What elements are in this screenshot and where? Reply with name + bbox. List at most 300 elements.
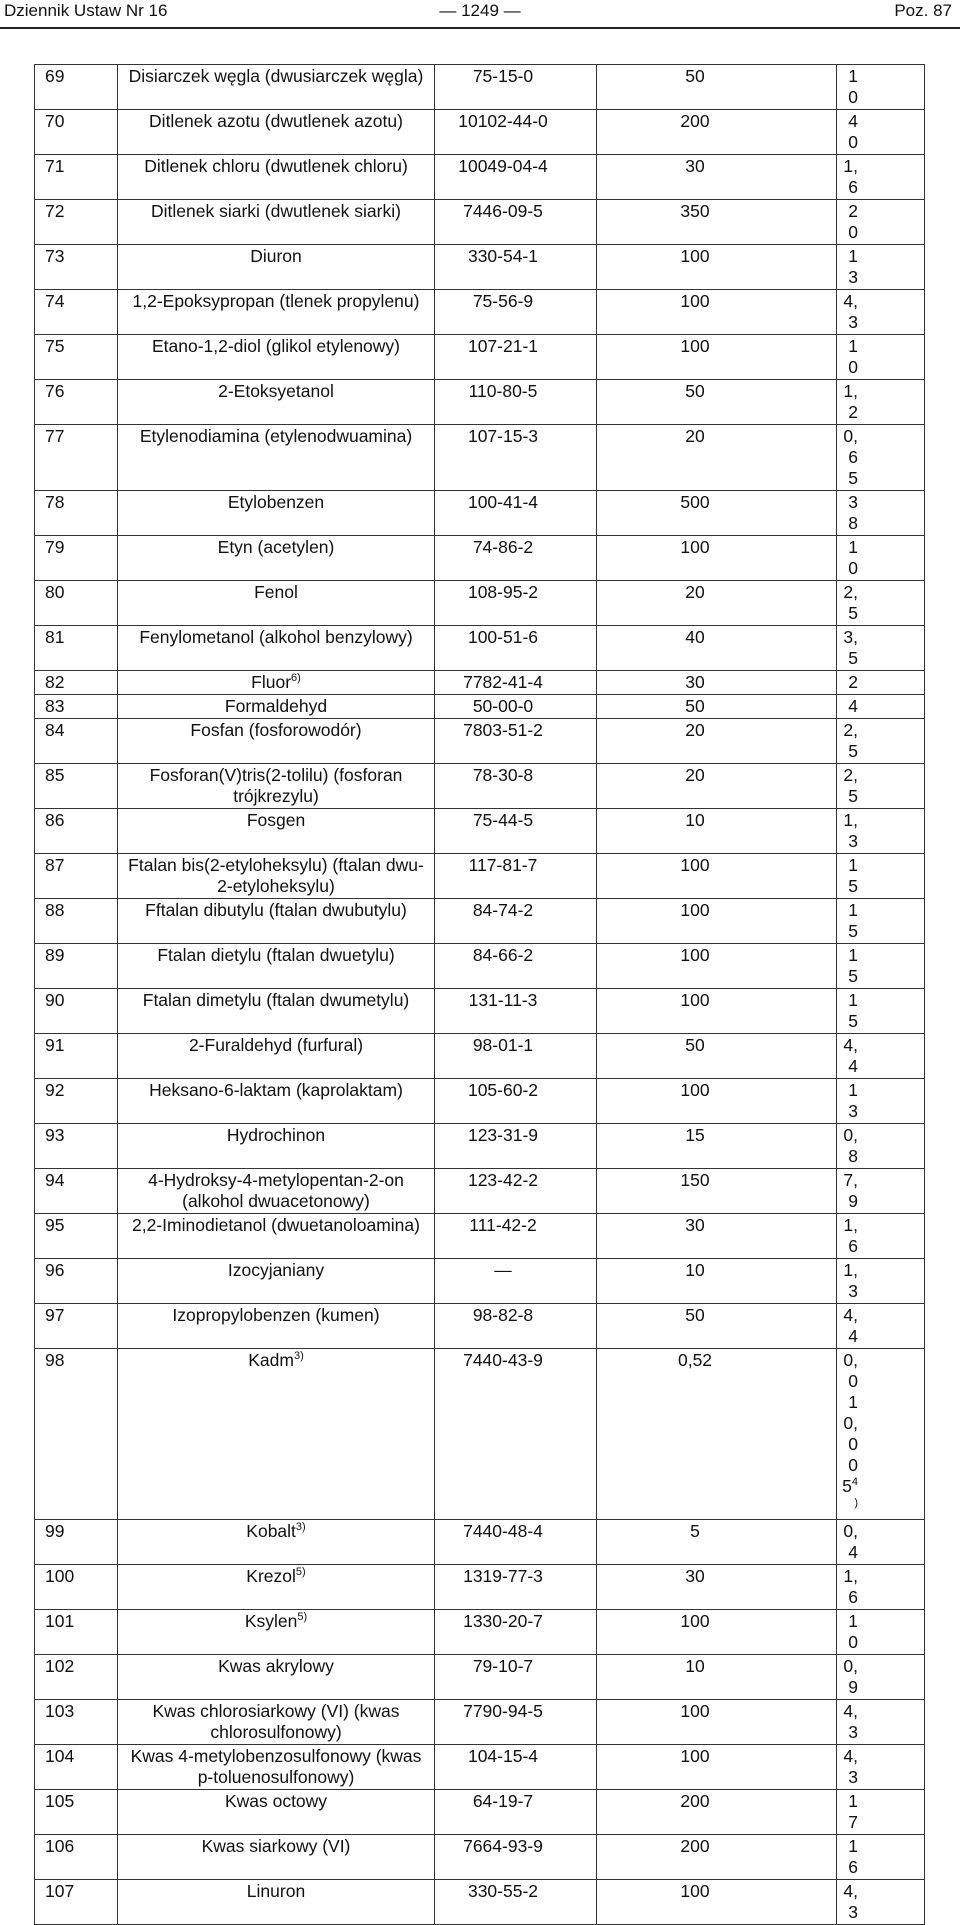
table-row (35, 944, 925, 989)
nds-value-cell (597, 719, 837, 764)
nds-value-cell (597, 1214, 837, 1259)
substance-name-cell (118, 1169, 435, 1214)
substance-name-cell (118, 1079, 435, 1124)
row-number-cell (35, 1610, 118, 1655)
cas-number-cell-text: 131-11-3 (468, 990, 538, 1010)
nds-value-cell-text: 30 (685, 156, 705, 176)
ndsch-value-cell (837, 1655, 925, 1700)
page-header (0, 0, 960, 24)
row-number-cell-text: 86 (45, 810, 65, 830)
nds-value-cell-text: 100 (680, 945, 710, 965)
cas-number-cell-text: 100-41-4 (467, 492, 539, 512)
ndsch-value-cell-text: 16 (848, 1836, 858, 1877)
cas-number-cell (435, 1700, 597, 1745)
row-number-cell-text: 105 (45, 1791, 75, 1811)
ndsch-value-cell-text: 2,5 (843, 765, 858, 806)
header-divider (0, 27, 960, 29)
substance-name-cell-text: Ftalan dietylu (ftalan dwuetylu) (157, 945, 395, 965)
substance-name-cell-text: 2-Etoksyetanol (218, 381, 334, 401)
cas-number-cell (435, 1520, 597, 1565)
cas-number-cell-text: 7782-41-4 (463, 672, 543, 692)
row-number-cell-text: 90 (45, 990, 65, 1010)
ndsch-value-cell (837, 944, 925, 989)
nds-value-cell-text: 500 (680, 492, 710, 512)
table-row (35, 290, 925, 335)
row-number-cell (35, 245, 118, 290)
substance-name-cell-text: Kobalt (246, 1521, 296, 1541)
cas-number-cell (435, 155, 597, 200)
cas-number-cell (435, 1214, 597, 1259)
ndsch-value-cell (837, 425, 925, 491)
row-number-cell (35, 200, 118, 245)
ndsch-value-cell (837, 200, 925, 245)
ndsch-value-cell-text: 20 (848, 201, 858, 242)
substance-name-cell-text: 4-Hydroksy-4-metylopentan-2-on (alkohol dwuacetonowy) (148, 1170, 404, 1211)
ndsch-value-cell (837, 719, 925, 764)
cas-number-cell (435, 1610, 597, 1655)
substance-name-cell (118, 671, 435, 695)
cas-number-cell-text: 75-15-0 (472, 66, 534, 86)
ndsch-value-cell-text: 4 (848, 696, 858, 716)
nds-value-cell (597, 290, 837, 335)
cas-number-cell-text: 79-10-7 (472, 1656, 534, 1676)
nds-value-cell (597, 536, 837, 581)
ndsch-value-cell-text: 4,4 (843, 1305, 858, 1346)
row-number-cell-text: 94 (45, 1170, 65, 1190)
row-number-cell (35, 491, 118, 536)
nds-value-cell-text: 100 (680, 1746, 710, 1766)
cas-number-cell (435, 944, 597, 989)
substance-name-cell-text: Kwas akrylowy (218, 1656, 334, 1676)
cas-number-cell-text: 10102-44-0 (458, 111, 548, 131)
cas-number-cell (435, 1124, 597, 1169)
nds-value-cell (597, 1745, 837, 1790)
substance-name-cell (118, 1655, 435, 1700)
nds-value-cell (597, 944, 837, 989)
row-number-cell (35, 155, 118, 200)
ndsch-value-cell (837, 1880, 925, 1925)
ndsch-value-cell-text: 0,9 (843, 1656, 858, 1697)
substance-name-cell (118, 1124, 435, 1169)
cas-number-cell (435, 425, 597, 491)
row-number-cell-text: 71 (45, 156, 65, 176)
substance-name-cell (118, 1034, 435, 1079)
cas-number-cell-text: 7664-93-9 (463, 1836, 543, 1856)
nds-value-cell-text: 30 (685, 1215, 705, 1235)
row-number-cell-text: 87 (45, 855, 65, 875)
substance-name-cell-text: Etylobenzen (227, 492, 325, 512)
cas-number-cell (435, 65, 597, 110)
cas-number-cell-text: 1319-77-3 (463, 1566, 543, 1586)
nds-value-cell (597, 764, 837, 809)
row-number-cell (35, 1655, 118, 1700)
cas-number-cell-text: 50-00-0 (472, 696, 534, 716)
row-number-cell-text: 72 (45, 201, 65, 221)
substance-name-cell-text: Ditlenek azotu (dwutlenek azotu) (149, 111, 403, 131)
cas-number-cell-text: 64-19-7 (472, 1791, 534, 1811)
nds-value-cell-text: 100 (680, 1701, 710, 1721)
row-number-cell (35, 1835, 118, 1880)
nds-value-cell (597, 854, 837, 899)
cas-number-cell-text: 107-15-3 (467, 426, 539, 446)
cas-number-cell (435, 1745, 597, 1790)
substance-name-cell-text: Ftalan dimetylu (ftalan dwumetylu) (142, 990, 410, 1010)
cas-number-cell (435, 671, 597, 695)
footnote-mark: 3) (295, 1521, 306, 1534)
substance-name-cell (118, 536, 435, 581)
nds-value-cell-text: 100 (680, 336, 710, 356)
substance-name-cell-text: Etylenodiamina (etylenodwuamina) (139, 426, 413, 446)
substance-name-cell (118, 1880, 435, 1925)
row-number-cell (35, 695, 118, 719)
row-number-cell (35, 581, 118, 626)
ndsch-value-cell-text: 3,5 (843, 627, 858, 668)
substance-name-cell-text: Ksylen (244, 1611, 298, 1631)
ndsch-value-cell (837, 1565, 925, 1610)
cas-number-cell (435, 695, 597, 719)
cas-number-cell (435, 1079, 597, 1124)
nds-value-cell (597, 491, 837, 536)
ndsch-value-cell (837, 1349, 925, 1520)
table-row (35, 581, 925, 626)
nds-value-cell (597, 809, 837, 854)
cas-number-cell (435, 1880, 597, 1925)
row-number-cell-text: 83 (45, 696, 65, 716)
cas-number-cell (435, 491, 597, 536)
row-number-cell-text: 77 (45, 426, 65, 446)
cas-number-cell-text: 123-31-9 (467, 1125, 539, 1145)
substance-name-cell (118, 380, 435, 425)
cas-number-cell-text: 123-42-2 (467, 1170, 539, 1190)
ndsch-value-cell (837, 626, 925, 671)
ndsch-value-cell-text: 4,3 (843, 1881, 858, 1922)
substance-name-cell (118, 626, 435, 671)
row-number-cell (35, 764, 118, 809)
substance-name-cell-text: Fluor (251, 672, 292, 692)
cas-number-cell-text: 330-55-2 (467, 1881, 539, 1901)
nds-value-cell-text: 50 (685, 381, 705, 401)
cas-number-cell-text: 98-82-8 (472, 1305, 534, 1325)
ndsch-value-cell (837, 1079, 925, 1124)
nds-value-cell (597, 380, 837, 425)
substance-name-cell (118, 110, 435, 155)
ndsch-value-cell-text: 13 (848, 1080, 858, 1121)
ndsch-value-cell (837, 1835, 925, 1880)
ndsch-value-cell (837, 1214, 925, 1259)
row-number-cell (35, 1349, 118, 1520)
substance-name-cell-text: Fenol (254, 582, 298, 602)
ndsch-secondary-value (840, 1413, 858, 1518)
cas-number-cell-text: 100-51-6 (467, 627, 539, 647)
row-number-cell (35, 1700, 118, 1745)
nds-value-cell-text: 40 (685, 627, 705, 647)
nds-value-cell-text: 30 (685, 1566, 705, 1586)
cas-number-cell (435, 335, 597, 380)
row-number-cell-text: 95 (45, 1215, 65, 1235)
row-number-cell (35, 425, 118, 491)
substance-name-cell (118, 695, 435, 719)
ndsch-value-cell-text: 1,6 (843, 156, 858, 197)
substance-name-cell (118, 944, 435, 989)
substance-name-cell (118, 1214, 435, 1259)
table-row (35, 155, 925, 200)
nds-value-cell (597, 1169, 837, 1214)
nds-value-cell-text: 10 (685, 1656, 705, 1676)
cas-number-cell-text: 104-15-4 (467, 1746, 539, 1766)
nds-value-cell-text: 15 (685, 1125, 705, 1145)
nds-value-cell (597, 1610, 837, 1655)
ndsch-value-cell-text: 7,9 (843, 1170, 858, 1211)
ndsch-value-cell (837, 1259, 925, 1304)
substance-name-cell-text: Fenylometanol (alkohol benzylowy) (139, 627, 413, 647)
row-number-cell (35, 536, 118, 581)
nds-value-cell-text: 100 (680, 855, 710, 875)
substance-name-cell-text: Fosforan(V)tris(2-tolilu) (fosforan trójkrezylu) (149, 765, 403, 806)
ndsch-value-cell-text: 1,6 (843, 1215, 858, 1256)
ndsch-value-cell-text: 0,8 (843, 1125, 858, 1166)
nds-value-cell (597, 581, 837, 626)
substance-name-cell (118, 335, 435, 380)
table-row (35, 899, 925, 944)
row-number-cell-text: 99 (45, 1521, 65, 1541)
row-number-cell-text: 107 (45, 1881, 75, 1901)
substance-name-cell-text: Ditlenek chloru (dwutlenek chloru) (144, 156, 408, 176)
table-row (35, 1610, 925, 1655)
nds-value-cell (597, 1700, 837, 1745)
cas-number-cell (435, 809, 597, 854)
ndsch-value-cell (837, 671, 925, 695)
substance-name-cell (118, 290, 435, 335)
substance-name-cell (118, 65, 435, 110)
substance-name-cell (118, 854, 435, 899)
cas-number-cell-text: 10049-04-4 (458, 156, 548, 176)
ndsch-value-cell-text: 10 (848, 537, 858, 578)
row-number-cell-text: 96 (45, 1260, 65, 1280)
nds-value-cell-text: 100 (680, 1881, 710, 1901)
ndsch-value-cell (837, 536, 925, 581)
nds-value-cell-text: 100 (680, 1080, 710, 1100)
nds-value-cell-text: 100 (680, 990, 710, 1010)
row-number-cell-text: 80 (45, 582, 65, 602)
row-number-cell (35, 1214, 118, 1259)
substance-name-cell-text: Etano-1,2-diol (glikol etylenowy) (151, 336, 401, 356)
nds-value-cell-text: 50 (685, 696, 705, 716)
nds-value-cell (597, 1034, 837, 1079)
substance-name-cell (118, 1259, 435, 1304)
ndsch-value-cell-text: 4,4 (843, 1035, 858, 1076)
nds-value-cell-text: 20 (685, 765, 705, 785)
ndsch-value-cell (837, 65, 925, 110)
substance-name-cell-text: Ditlenek siarki (dwutlenek siarki) (151, 201, 401, 221)
nds-value-cell (597, 1259, 837, 1304)
ndsch-value-cell-text: 4,3 (843, 291, 858, 332)
row-number-cell (35, 65, 118, 110)
nds-value-cell (597, 1835, 837, 1880)
nds-value-cell (597, 1655, 837, 1700)
cas-number-cell-text: 7790-94-5 (463, 1701, 543, 1721)
substance-name-cell-text: Formaldehyd (224, 696, 328, 716)
cas-number-cell-text: 74-86-2 (472, 537, 534, 557)
nds-value-cell (597, 899, 837, 944)
cas-number-cell-text: 78-30-8 (472, 765, 534, 785)
cas-number-cell (435, 1349, 597, 1520)
table-row (35, 1349, 925, 1520)
row-number-cell-text: 101 (45, 1611, 75, 1631)
ndsch-value-cell (837, 1610, 925, 1655)
substance-name-cell (118, 809, 435, 854)
nds-value-cell (597, 110, 837, 155)
substance-name-cell-text: Izopropylobenzen (kumen) (172, 1305, 380, 1325)
cas-number-cell-text: 75-56-9 (472, 291, 534, 311)
row-number-cell-text: 97 (45, 1305, 65, 1325)
ndsch-value-cell (837, 380, 925, 425)
nds-value-cell (597, 1520, 837, 1565)
nds-value-cell-text: 30 (685, 672, 705, 692)
cas-number-cell-text: 105-60-2 (467, 1080, 539, 1100)
table-row (35, 1565, 925, 1610)
ndsch-value-cell-text: 4,3 (843, 1701, 858, 1742)
row-number-cell-text: 98 (45, 1350, 65, 1370)
ndsch-value-cell (837, 1745, 925, 1790)
cas-number-cell-text: 7803-51-2 (463, 720, 543, 740)
substance-name-cell (118, 1520, 435, 1565)
nds-value-cell (597, 335, 837, 380)
cas-number-cell (435, 899, 597, 944)
row-number-cell (35, 1304, 118, 1349)
row-number-cell-text: 69 (45, 66, 65, 86)
row-number-cell-text: 91 (45, 1035, 65, 1055)
row-number-cell (35, 1124, 118, 1169)
nds-value-cell (597, 1565, 837, 1610)
table-row (35, 65, 925, 110)
ndsch-value-cell (837, 695, 925, 719)
nds-value-cell-text: 20 (685, 720, 705, 740)
row-number-cell-text: 76 (45, 381, 65, 401)
nds-value-cell (597, 155, 837, 200)
cas-number-cell (435, 1655, 597, 1700)
nds-value-cell-text: 350 (680, 201, 710, 221)
table-row (35, 1655, 925, 1700)
cas-number-cell (435, 290, 597, 335)
substance-name-cell (118, 1790, 435, 1835)
nds-value-cell (597, 425, 837, 491)
ndsch-value-cell-text: 2,5 (843, 720, 858, 761)
row-number-cell-text: 106 (45, 1836, 75, 1856)
cas-number-cell-text: 7440-43-9 (463, 1350, 543, 1370)
footnote-mark: 3) (293, 1350, 304, 1363)
ndsch-value-cell-text: 1,6 (843, 1566, 858, 1607)
row-number-cell (35, 1880, 118, 1925)
nds-value-cell (597, 1304, 837, 1349)
substance-name-cell-text: Fosgen (246, 810, 306, 830)
table-row (35, 110, 925, 155)
ndsch-value-cell-text: 4,3 (843, 1746, 858, 1787)
nds-value-cell (597, 1880, 837, 1925)
ndsch-value-cell-text: 0,65 (843, 426, 858, 488)
table-row (35, 1790, 925, 1835)
table-row (35, 764, 925, 809)
nds-value-cell-text: 100 (680, 1611, 710, 1631)
ndsch-value-cell-text: 40 (848, 111, 858, 152)
table-row (35, 1034, 925, 1079)
row-number-cell-text: 78 (45, 492, 65, 512)
nds-value-cell (597, 1124, 837, 1169)
table-row (35, 989, 925, 1034)
cas-number-cell-text: 84-66-2 (472, 945, 534, 965)
table-row (35, 1745, 925, 1790)
cas-number-cell-text: 84-74-2 (472, 900, 534, 920)
substance-name-cell-text: Izocyjaniany (227, 1260, 325, 1280)
nds-value-cell-text: 50 (685, 66, 705, 86)
nds-value-cell-text: 100 (680, 246, 710, 266)
cas-number-cell (435, 989, 597, 1034)
cas-number-cell (435, 854, 597, 899)
cas-number-cell (435, 1790, 597, 1835)
table-row (35, 1700, 925, 1745)
row-number-cell (35, 335, 118, 380)
nds-value-cell (597, 245, 837, 290)
ndsch-value-cell-text: 2,5 (843, 582, 858, 623)
ndsch-value-cell (837, 1169, 925, 1214)
ndsch-value-cell (837, 1304, 925, 1349)
cas-number-cell-text: 110-80-5 (468, 381, 538, 401)
row-number-cell-text: 74 (45, 291, 65, 311)
row-number-cell-text: 79 (45, 537, 65, 557)
ndsch-value-cell (837, 491, 925, 536)
ndsch-value-cell-text: 15 (848, 990, 858, 1031)
row-number-cell (35, 1520, 118, 1565)
position-number: Poz. 87 (894, 1, 952, 20)
substance-name-cell-text: 2-Furaldehyd (furfural) (188, 1035, 364, 1055)
row-number-cell-text: 82 (45, 672, 65, 692)
substance-name-cell (118, 1610, 435, 1655)
row-number-cell-text: 100 (45, 1566, 75, 1586)
nds-value-cell-text: 50 (685, 1035, 705, 1055)
substance-name-cell-text: Etyn (acetylen) (217, 537, 335, 557)
ndsch-value-cell (837, 290, 925, 335)
cas-number-cell (435, 1565, 597, 1610)
ndsch-value-cell-text: 15 (848, 855, 858, 896)
ndsch-value-cell (837, 1124, 925, 1169)
nds-value-cell (597, 1079, 837, 1124)
substance-name-cell (118, 425, 435, 491)
ndsch-value-cell-text: 1,2 (843, 381, 858, 422)
ndsch-value-cell (837, 899, 925, 944)
nds-value-cell-text: 20 (685, 426, 705, 446)
cas-number-cell-text: 108-95-2 (467, 582, 539, 602)
substance-name-cell-text: Fftalan dibutylu (ftalan dwubutylu) (145, 900, 407, 920)
cas-number-cell (435, 1169, 597, 1214)
substance-name-cell (118, 491, 435, 536)
ndsch-value-cell-text: 0,01 (843, 1350, 858, 1412)
footnote-mark: 5) (295, 1566, 306, 1579)
row-number-cell-text: 85 (45, 765, 65, 785)
table-row (35, 1079, 925, 1124)
ndsch-value-cell-text: 38 (848, 492, 858, 533)
nds-value-cell-text: 50 (685, 1305, 705, 1325)
table-row (35, 1835, 925, 1880)
page-number: — 1249 — (439, 1, 521, 20)
cas-number-cell (435, 380, 597, 425)
row-number-cell-text: 102 (45, 1656, 75, 1676)
cas-number-cell (435, 626, 597, 671)
ndsch-value-cell (837, 1790, 925, 1835)
ndsch-value-cell-text: 15 (848, 900, 858, 941)
cas-number-cell-text: 330-54-1 (467, 246, 539, 266)
substance-name-cell-text: Kadm (248, 1350, 294, 1370)
cas-number-cell-text: 117-81-7 (468, 855, 538, 875)
nds-value-cell (597, 1790, 837, 1835)
